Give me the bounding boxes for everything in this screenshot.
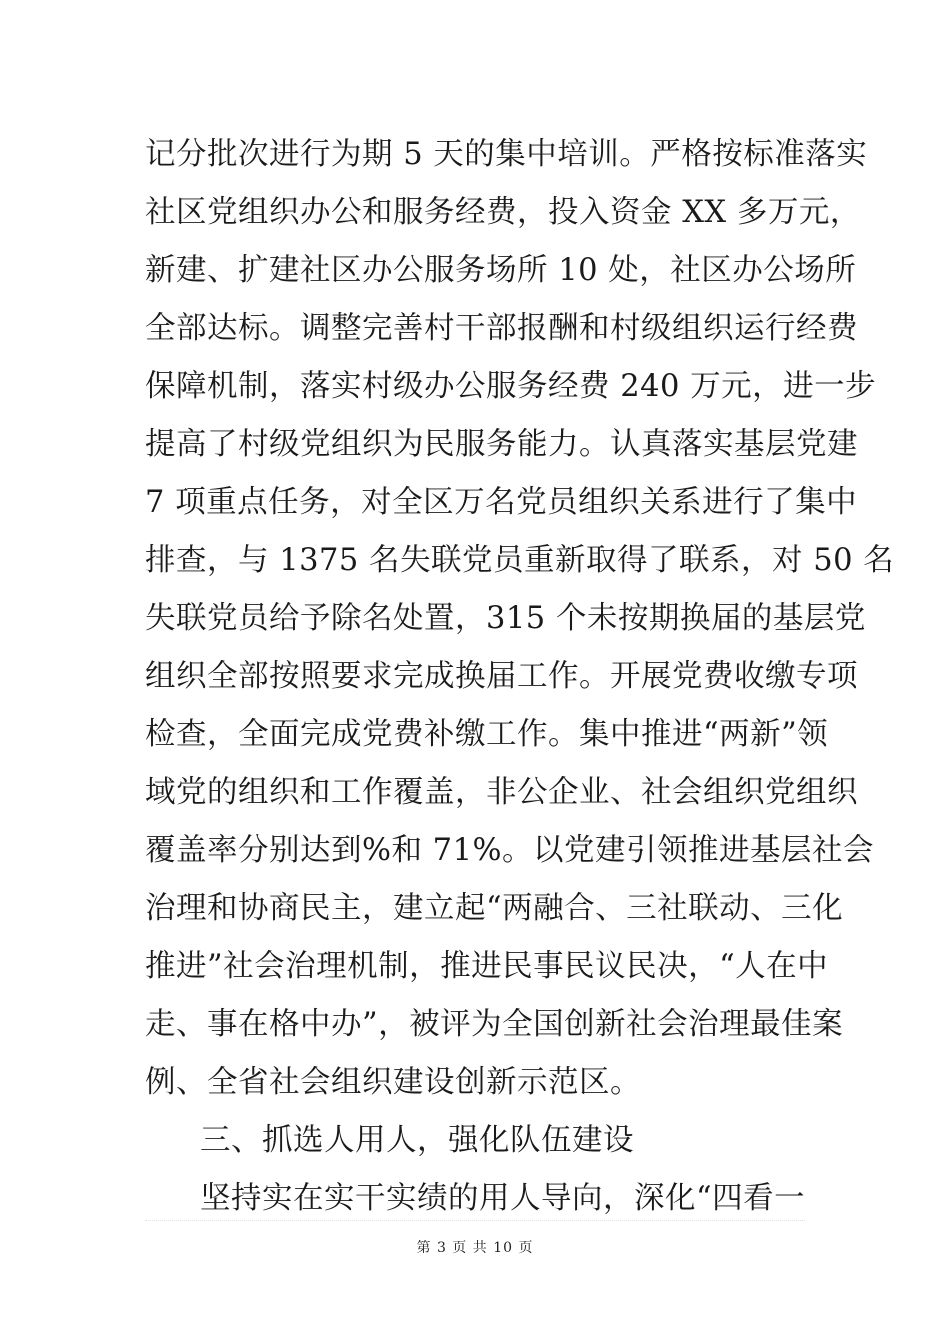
paragraph-start-line: 坚持实在实干实绩的用人导向，深化“四看一 bbox=[200, 1181, 806, 1216]
body-line: 组织全部按照要求完成换届工作。开展党费收缴专项 bbox=[145, 659, 858, 694]
body-line: 新建、扩建社区办公服务场所 10 处，社区办公场所 bbox=[145, 253, 857, 288]
body-line: 治理和协商民主，建立起“两融合、三社联动、三化 bbox=[145, 891, 844, 926]
body-line: 全部达标。调整完善村干部报酬和村级组织运行经费 bbox=[145, 311, 858, 346]
body-line: 社区党组织办公和服务经费，投入资金 XX 多万元， bbox=[145, 195, 861, 230]
body-line: 记分批次进行为期 5 天的集中培训。严格按标准落实 bbox=[145, 137, 868, 172]
body-line: 覆盖率分别达到%和 71%。以党建引领推进基层社会 bbox=[145, 833, 874, 868]
body-line: 推进”社会治理机制，推进民事民议民决，“人在中 bbox=[145, 949, 829, 984]
body-line: 失联党员给予除名处置，315 个未按期换届的基层党 bbox=[145, 601, 866, 636]
body-line: 提高了村级党组织为民服务能力。认真落实基层党建 bbox=[145, 427, 858, 462]
page-number-footer: 第 3 页 共 10 页 bbox=[416, 1240, 534, 1256]
body-line: 检查，全面完成党费补缴工作。集中推进“两新”领 bbox=[145, 717, 829, 752]
footer-divider bbox=[145, 1220, 805, 1221]
body-line: 排查，与 1375 名失联党员重新取得了联系，对 50 名 bbox=[145, 543, 895, 578]
body-line: 保障机制，落实村级办公服务经费 240 万元，进一步 bbox=[145, 369, 877, 404]
body-line: 7 项重点任务，对全区万名党员组织关系进行了集中 bbox=[145, 485, 858, 520]
body-line: 走、事在格中办”，被评为全国创新社会治理最佳案 bbox=[145, 1007, 844, 1042]
body-line: 域党的组织和工作覆盖，非公企业、社会组织党组织 bbox=[145, 775, 858, 810]
section-heading: 三、抓选人用人，强化队伍建设 bbox=[200, 1123, 634, 1158]
body-line: 例、全省社会组织建设创新示范区。 bbox=[145, 1065, 641, 1100]
